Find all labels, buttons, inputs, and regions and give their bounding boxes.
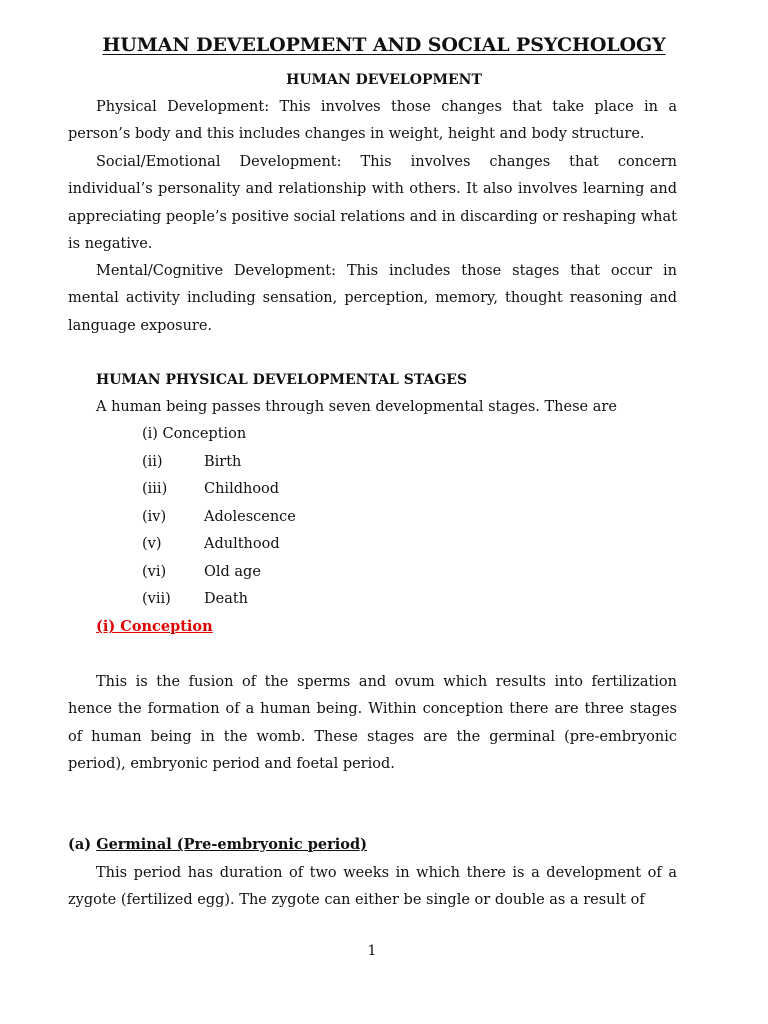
section-title: HUMAN DEVELOPMENT: [286, 72, 482, 88]
stage-number: (i) Conception: [142, 426, 247, 442]
stage-name: Old age: [204, 564, 261, 580]
conception-heading: (i) Conception: [96, 618, 213, 635]
list-item: [142, 481, 280, 497]
stage-name: Death: [204, 591, 249, 607]
germinal-heading: [68, 836, 367, 853]
list-item: [142, 564, 261, 580]
conception-paragraph: This is the fusion of the sperms and ovum which results into fertilization hence the formation of a human being. Within conception there are three stages of human being in the womb. These stages are the germinal (pre-embryonic period), embryonic period and foetal period.: [68, 674, 677, 773]
physical-development-paragraph: Physical Development: This involves those changes that take place in a person’s body and this includes changes in weight, height and body structure.: [68, 99, 677, 143]
stage-number: (v): [142, 536, 162, 552]
stage-name: Birth: [204, 454, 242, 470]
stage-name: Childhood: [204, 481, 280, 497]
list-item: [142, 536, 280, 552]
list-item: [142, 454, 242, 470]
stage-number: (iv): [142, 509, 167, 525]
stage-name: Adulthood: [204, 536, 280, 552]
list-item: [142, 591, 249, 607]
stage-number: (ii): [142, 454, 163, 470]
social-development-paragraph: Social/Emotional Development: This involves changes that concern individual’s personality and relationship with others. It also involves learning and appreciating people’s positive social relations and in discarding or reshaping what is negative.: [68, 154, 677, 253]
stage-name: Adolescence: [204, 509, 296, 525]
stages-heading: HUMAN PHYSICAL DEVELOPMENTAL STAGES: [96, 372, 468, 388]
stage-number: (iii): [142, 481, 168, 497]
list-item: [142, 426, 246, 442]
mental-development-paragraph: Mental/Cognitive Development: This includes those stages that occur in mental activity including sensation, perception, memory, thought reasoning and language exposure.: [68, 263, 677, 334]
germinal-heading-text: Germinal (Pre-embryonic period): [96, 836, 367, 853]
stages-intro: A human being passes through seven developmental stages. These are: [96, 399, 617, 415]
germinal-prefix: (a): [68, 836, 92, 853]
list-item: [142, 509, 296, 525]
page-number: 1: [367, 943, 377, 959]
germinal-paragraph: This period has duration of two weeks in which there is a development of a zygote (fertilized egg). The zygote can either be single or double as a result of: [68, 865, 677, 909]
stage-number: (vii): [142, 591, 171, 607]
stage-number: (vi): [142, 564, 167, 580]
document-title: HUMAN DEVELOPMENT AND SOCIAL PSYCHOLOGY: [102, 34, 666, 56]
